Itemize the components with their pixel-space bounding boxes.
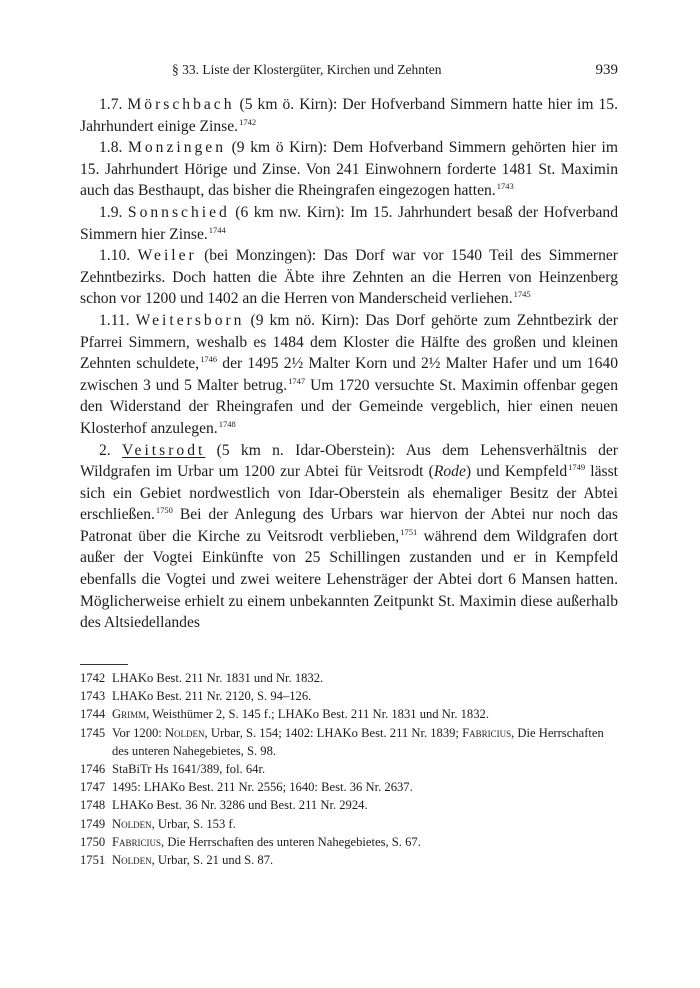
footnote-ref[interactable]: 1750 [155,505,173,516]
footnote-rule [80,664,128,665]
footnote-1748 [80,796,618,814]
paragraph-text: Um 1720 versuchte St. Maximin offenbar gegen den Widerstand der Rheingrafen und der Gemeinde vergeblich, hier einen neuen Klosterhof anzulegen. [80,376,618,437]
footnote-ref[interactable]: 1748 [218,418,236,429]
section-number: 2. [99,441,111,459]
paragraph-text: der 1495 2½ Malter Korn und 2½ Malter Hafer und um 1640 zwischen 3 und 5 Malter betrug. [80,355,618,394]
footnote-text-part: StaBiTr Hs 1641/389, fol. 64r. [112,762,266,777]
footnote-number: 1744 [80,707,106,722]
author-name: Nolden [112,853,152,868]
footnote-text-part: LHAKo Best. 211 Nr. 1831 und Nr. 1832. [112,671,324,685]
author-name: Fabricius [462,725,512,740]
footnote-number: 1751 [80,853,106,868]
paragraph-sonnschied [80,202,618,245]
footnote-ref[interactable]: 1749 [568,462,586,473]
paragraph-text: lässt sich ein Gebiet nordwestlich von Idar-Oberstein als ehemaliger Besitz der Abtei erschließen. [80,463,619,524]
section-number: 1.9. [99,203,123,221]
footnote-text-part: , Weisthümer 2, S. 145 f.; LHAKo Best. 211 Nr. 1831 und Nr. 1832. [146,707,489,722]
paragraph-moerschbach [80,94,618,137]
footnote-text [112,833,618,851]
place-name: Monzingen [127,139,227,157]
page-number: 939 [595,62,618,78]
footnote-number: 1743 [80,689,106,704]
place-name: Mörschbach [127,96,235,113]
footnote-number: 1750 [80,834,106,849]
italic-term: Rode [433,463,466,481]
footnote-text-part: , Die Herrschaften des unteren Nahegebietes, S. 98. [112,725,604,758]
footnote-1751 [80,851,618,869]
paragraph-text: (bei Monzingen): Das Dorf war vor 1540 Teil des Simmerner Zehntbezirks. Doch hatten die Äbte ihre Zehnten an die Herren von Heinzenberg schon vor 1200 und 1402 an die Herren von Manderscheid verliehen. [80,247,619,308]
paragraph-monzingen [80,137,618,202]
footnote-ref[interactable]: 1747 [288,375,306,386]
footnote-text-part: , Urbar, S. 153 f. [151,816,236,831]
footnote-text-part: , Urbar, S. 21 und S. 87. [151,853,274,868]
footnote-text-part: LHAKo Best. 36 Nr. 3286 und Best. 211 Nr. 2924. [112,798,368,813]
place-name: Veitsrodt [122,441,206,459]
footnote-number: 1745 [80,725,106,740]
footnote-text [112,705,618,723]
footnote-1742 [80,669,618,687]
footnote-number: 1748 [80,798,106,813]
footnote-text-part: , Urbar, S. 154; 1402: LHAKo Best. 211 Nr. 1839; [204,725,463,740]
paragraph-text: Bei der Anlegung des Urbars war hiervon der Abtei nur noch das Patronat über die Kirche zu Veitsrodt verblieben, [80,506,618,545]
footnote-1745 [80,724,618,760]
section-number: 1.10. [99,247,131,265]
running-head [80,62,618,82]
footnote-number: 1747 [80,780,106,795]
footnotes [80,669,618,869]
paragraph-text: während dem Wildgrafen dort außer der Vogtei Einkünfte von 25 Schillingen zustanden und er in Kempfeld ebenfalls die Vogtei und zwei weitere Lehensträger der Abtei dort 6 Mansen hatten. Möglicherweise erhielt zu einem unbekannten Zeitpunkt St. Maximin diese außerhalb des Altsiedellandes [80,527,618,632]
footnote-ref[interactable]: 1751 [400,526,418,537]
footnote-ref[interactable]: 1745 [513,289,531,300]
section-number: 1.7. [99,96,123,113]
paragraph-veitsrodt [80,440,618,634]
footnote-1746 [80,760,618,778]
place-name: Weitersborn [135,311,245,329]
author-name: Nolden [164,725,205,740]
footnote-number: 1746 [80,762,106,777]
paragraph-text: (5 km ö. Kirn): Der Hofverband Simmern hatte hier im 15. Jahrhundert einige Zinse. [80,96,618,135]
footnote-text [112,815,618,833]
footnote-1744 [80,705,618,723]
footnote-1749 [80,815,618,833]
footnote-ref[interactable]: 1744 [208,224,226,235]
footnote-number: 1742 [80,671,106,685]
footnote-text [112,687,618,705]
footnote-1750 [80,833,618,851]
place-name: Weiler [137,247,197,265]
body-text [80,94,618,634]
author-name: Nolden [112,816,152,831]
section-number: 1.11. [99,311,130,329]
running-head-title: § 33. Liste der Klostergüter, Kirchen und Zehnten [172,62,442,77]
paragraph-text: (9 km ö Kirn): Dem Hofverband Simmern gehörten hier im 15. Jahrhundert Hörige und Zinse. Von 241 Einwohnern forderte 1481 St. Maximin auch das Besthaupt, das bisher die Rheingrafen eingezogen hatten. [80,139,618,200]
paragraph-text: (9 km nö. Kirn): Das Dorf gehörte zum Zehntbezirk der Pfarrei Simmern, weshalb es 1484 dem Kloster die Hälfte des großen und kleinen Zehnten schuldete, [80,311,618,373]
footnote-1743 [80,687,618,705]
footnote-text-part: 1495: LHAKo Best. 211 Nr. 2556; 1640: Best. 36 Nr. 2637. [112,780,413,795]
footnote-1747 [80,778,618,796]
footnote-text [112,760,618,778]
footnote-number: 1749 [80,816,106,831]
footnote-text [112,778,618,796]
footnote-text-part: , Die Herrschaften des unteren Nahegebietes, S. 67. [161,834,421,849]
section-number: 1.8. [99,139,123,157]
footnote-ref[interactable]: 1746 [200,354,218,365]
place-name: Sonnschied [127,203,230,221]
footnote-text [112,724,618,760]
author-name: Fabricius [112,834,162,849]
paragraph-text: (5 km n. Idar-Oberstein): Aus dem Lehensverhältnis der Wildgrafen im Urbar um 1200 zur Abtei für Veitsrodt ( [80,441,619,481]
paragraph-weiler [80,245,618,310]
footnote-ref[interactable]: 1743 [496,181,514,192]
paragraph-weitersborn [80,310,618,440]
footnote-ref[interactable]: 1742 [239,116,257,127]
paragraph-text: ) und Kempfeld [465,463,568,481]
footnote-text-part: LHAKo Best. 211 Nr. 2120, S. 94–126. [112,689,312,704]
footnote-text [112,796,618,814]
footnote-text [112,851,618,869]
paragraph-text: (6 km nw. Kirn): Im 15. Jahrhundert besaß der Hofverband Simmern hier Zinse. [80,203,618,243]
footnote-text-part: Vor 1200: [112,725,165,740]
footnote-text [112,669,618,687]
author-name: Grimm [112,707,147,722]
